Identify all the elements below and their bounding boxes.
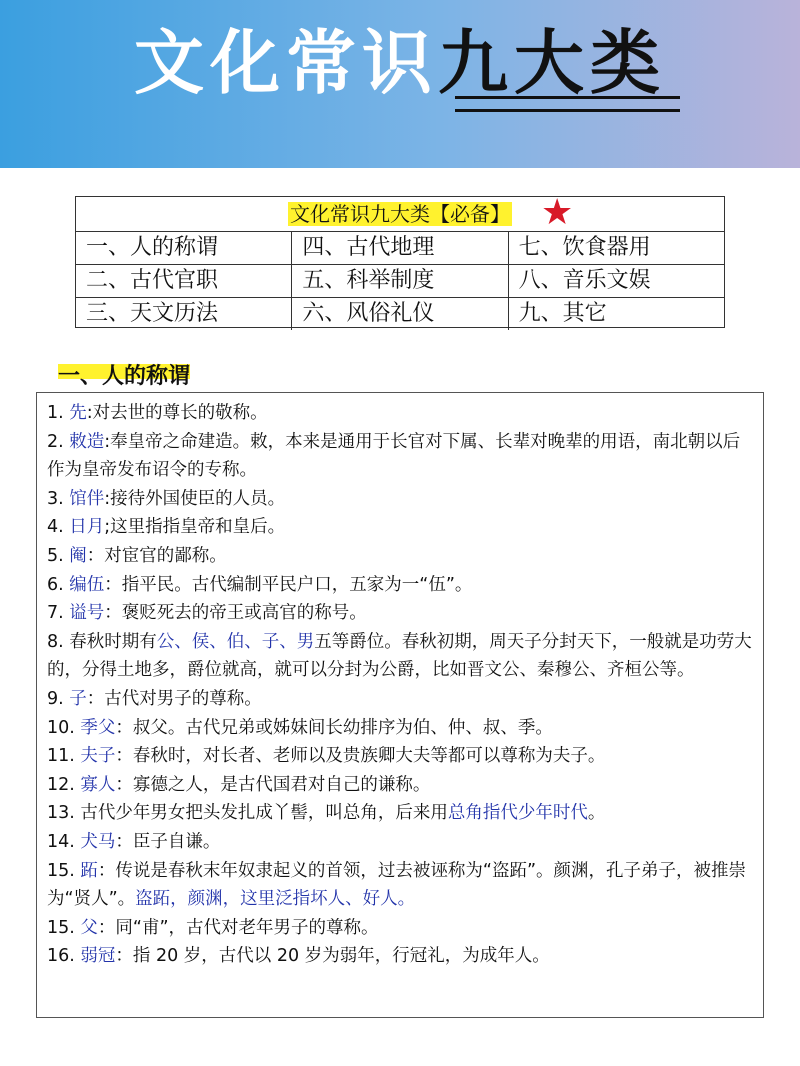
toc-cell: 八、音乐文娱 bbox=[518, 268, 651, 293]
title-white-part: 文化常识 bbox=[134, 22, 438, 104]
toc-row bbox=[76, 265, 724, 298]
toc-table bbox=[75, 192, 725, 328]
list-item bbox=[47, 942, 753, 971]
item-description: 接待外国使臣的人员。 bbox=[110, 488, 286, 509]
item-separator: : bbox=[104, 431, 111, 452]
item-separator: ： bbox=[115, 831, 133, 852]
toc-cell: 二、古代官职 bbox=[76, 265, 292, 297]
item-term: 馆伴 bbox=[69, 488, 105, 509]
item-term: 父 bbox=[80, 917, 98, 938]
item-separator: : bbox=[104, 488, 111, 509]
toc-row bbox=[76, 298, 724, 330]
item-description: 对去世的尊长的敬称。 bbox=[92, 403, 268, 423]
item-number: 15. bbox=[47, 917, 81, 938]
list-item bbox=[47, 542, 753, 571]
item-number: 9. bbox=[47, 688, 70, 709]
item-highlight: 盗跖，颜渊，这里泛指坏人、好人。 bbox=[135, 889, 416, 910]
item-number: 14. bbox=[47, 831, 81, 852]
item-description: 古代对男子的尊称。 bbox=[104, 688, 262, 709]
item-description: 叔父。古代兄弟或姊妹间长幼排序为伯、仲、叔、季。 bbox=[132, 717, 553, 738]
section-title bbox=[58, 362, 190, 392]
item-term: 跖 bbox=[80, 860, 98, 881]
item-description: 对宦官的鄙称。 bbox=[104, 545, 227, 566]
item-separator: ： bbox=[97, 860, 116, 881]
item-number: 13. bbox=[47, 803, 81, 824]
item-number: 2. bbox=[47, 431, 70, 452]
toc-cell: 六、风俗礼仪 bbox=[292, 298, 508, 330]
item-number: 8. bbox=[47, 631, 70, 652]
item-number: 3. bbox=[47, 488, 70, 509]
item-description: 奉皇帝之命建造。敕，本来是通用于长官对下属、长辈对晚辈的用语，南北朝以后作为皇帝发布诏令的专称。 bbox=[47, 431, 741, 481]
item-description: 指平民。古代编制平民户口，五家为一“伍”。 bbox=[121, 574, 473, 595]
list-item bbox=[47, 914, 753, 943]
item-number: 6. bbox=[47, 574, 70, 595]
item-separator: ： bbox=[115, 746, 133, 767]
item-description: 寡德之人，是古代国君对自己的谦称。 bbox=[132, 774, 431, 795]
list-item bbox=[47, 599, 753, 628]
item-description: 这里指指皇帝和皇后。 bbox=[110, 517, 286, 538]
toc-cell: 一、人的称谓 bbox=[76, 232, 292, 264]
item-highlight: 总角指代少年时代 bbox=[447, 803, 588, 824]
item-term: 敕造 bbox=[69, 431, 105, 452]
item-separator: : bbox=[86, 403, 93, 423]
list-item bbox=[47, 828, 753, 857]
toc-cell: 五、科举制度 bbox=[292, 265, 508, 297]
item-term: 季父 bbox=[80, 717, 116, 738]
list-item bbox=[47, 799, 753, 828]
list-item bbox=[47, 742, 753, 771]
item-term: 犬马 bbox=[80, 831, 116, 852]
item-term: 寡人 bbox=[80, 774, 116, 795]
toc-cell: 三、天文历法 bbox=[76, 298, 292, 330]
item-number: 4. bbox=[47, 517, 70, 538]
list-item bbox=[47, 771, 753, 800]
item-number: 10. bbox=[47, 717, 81, 738]
item-term: 先 bbox=[69, 403, 87, 423]
list-item bbox=[47, 485, 753, 514]
item-description: 春秋时期有 bbox=[69, 631, 157, 652]
item-separator: ： bbox=[97, 917, 116, 938]
item-description: 。 bbox=[587, 803, 606, 824]
item-number: 5. bbox=[47, 545, 70, 566]
item-description: 五等爵位。春秋初期，周天子分封天下，一般就是功劳大的，分得土地多，爵位就高，就可以分封为公爵，比如晋文公、秦穆公、齐桓公等。 bbox=[47, 631, 752, 681]
item-separator: ： bbox=[115, 774, 133, 795]
item-number: 12. bbox=[47, 774, 81, 795]
item-number: 7. bbox=[47, 603, 70, 624]
item-term: 谥号 bbox=[69, 603, 105, 624]
list-item bbox=[47, 399, 753, 428]
list-item bbox=[47, 428, 753, 485]
toc-cell: 九、其它 bbox=[518, 301, 607, 326]
title-underline bbox=[455, 96, 680, 112]
item-term: 弱冠 bbox=[80, 946, 116, 967]
item-term: 夫子 bbox=[80, 746, 116, 767]
list-item bbox=[47, 571, 753, 600]
section-title-text: 一、人的称谓 bbox=[58, 364, 191, 389]
item-description: 古代少年男女把头发扎成丫髻，叫总角，后来用 bbox=[80, 803, 448, 824]
toc-heading-text: 文化常识九大类【必备】 bbox=[290, 202, 510, 226]
item-description: 春秋时，对长者、老师以及贵族卿大夫等都可以尊称为夫子。 bbox=[132, 746, 606, 767]
toc-cell: 四、古代地理 bbox=[292, 232, 508, 264]
toc-cell: 七、饮食器用 bbox=[518, 235, 651, 260]
item-description: 指 20 岁，古代以 20 岁为弱年，行冠礼，为成年人。 bbox=[132, 946, 550, 967]
page-title bbox=[0, 8, 800, 118]
toc-heading bbox=[76, 192, 724, 233]
item-number: 11. bbox=[47, 746, 81, 767]
item-description: 同“甫”，古代对老年男子的尊称。 bbox=[115, 917, 379, 938]
item-description: 传说是春秋末年奴隶起义的首领，过去被诬称为“盗跖”。颜渊，孔子弟子，被推崇为“贤人”。 bbox=[47, 860, 747, 910]
toc-row bbox=[76, 232, 724, 265]
list-item bbox=[47, 857, 753, 914]
item-term: 阉 bbox=[69, 545, 87, 566]
list-item bbox=[47, 714, 753, 743]
list-item bbox=[47, 628, 753, 685]
list-item bbox=[47, 685, 753, 714]
item-separator: ： bbox=[104, 603, 122, 624]
terms-list bbox=[36, 392, 764, 1018]
item-highlight: 公、侯、伯、子、男 bbox=[156, 631, 315, 652]
item-term: 子 bbox=[69, 688, 87, 709]
item-separator: ： bbox=[115, 946, 133, 967]
item-number: 1. bbox=[47, 403, 70, 423]
item-separator: ： bbox=[115, 717, 133, 738]
item-number: 15. bbox=[47, 860, 81, 881]
item-description: 臣子自谦。 bbox=[132, 831, 221, 852]
item-separator: ： bbox=[104, 574, 122, 595]
item-term: 编伍 bbox=[69, 574, 105, 595]
item-separator: ： bbox=[86, 688, 105, 709]
item-number: 16. bbox=[47, 946, 81, 967]
item-separator: ; bbox=[104, 517, 111, 538]
title-black-part: 九大类 bbox=[438, 22, 666, 104]
list-item bbox=[47, 513, 753, 542]
item-separator: ： bbox=[86, 545, 105, 566]
item-description: 褒贬死去的帝王或高官的称号。 bbox=[121, 603, 367, 624]
item-term: 日月 bbox=[69, 517, 105, 538]
star-icon: ★ bbox=[541, 192, 574, 233]
